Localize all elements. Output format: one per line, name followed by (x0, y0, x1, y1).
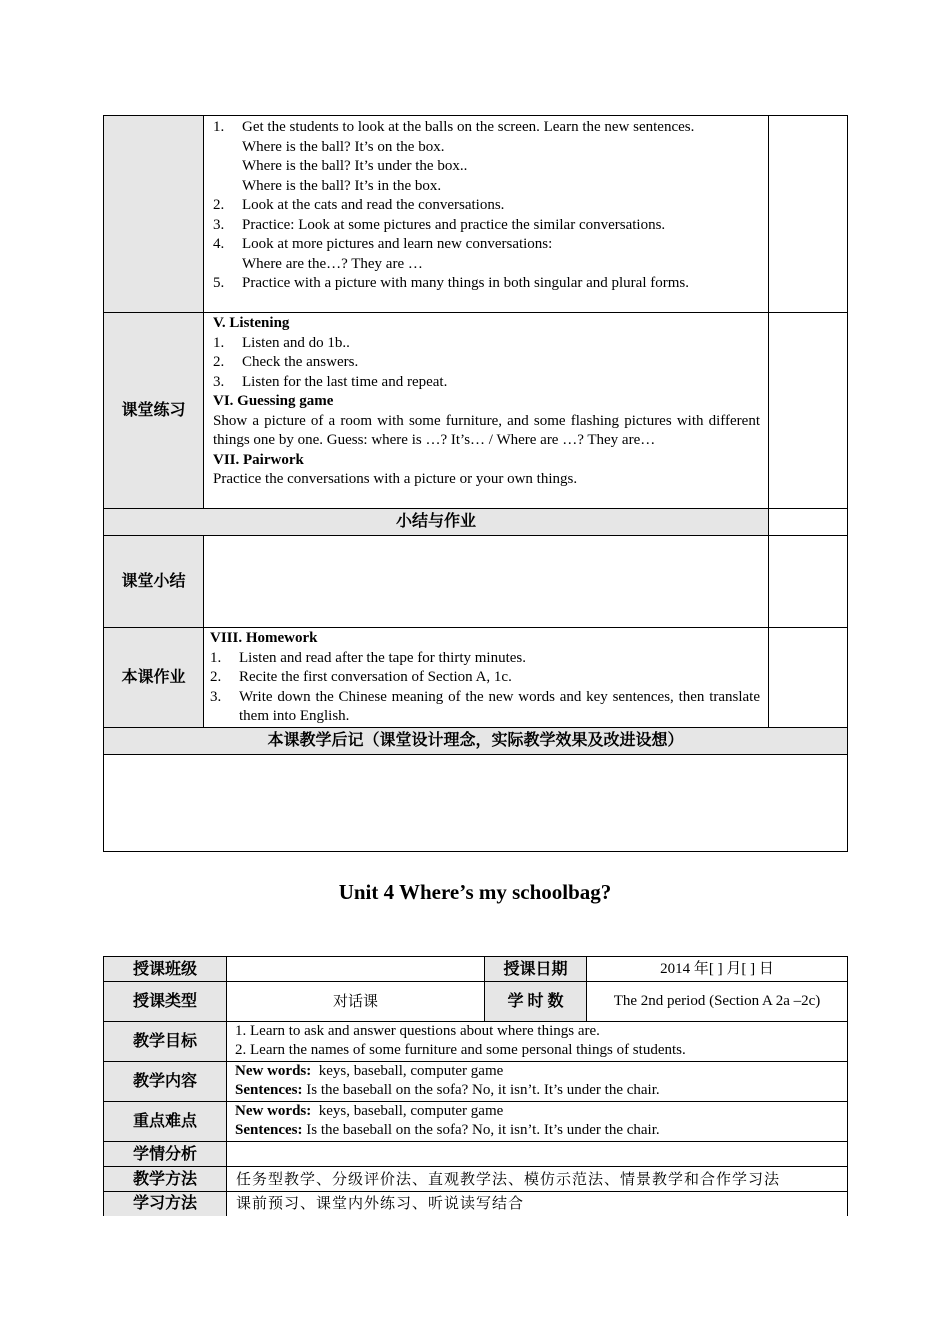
list-item-text: Recite the first conversation of Section A, 1c. (239, 669, 512, 685)
hours-label: 学 时 数 (485, 982, 587, 1022)
list-item (213, 235, 760, 255)
list-item-text: Listen and read after the tape for thirty minutes. (239, 649, 526, 666)
key-sent: Is the baseball on the sofa? No, it isn’t. It’s under the chair. (306, 1122, 660, 1138)
pairwork-heading: VII. Pairwork (213, 451, 304, 468)
note-cell (769, 536, 848, 628)
list-item (213, 373, 760, 393)
list-item (210, 688, 760, 727)
table-row (104, 1142, 848, 1167)
goal-label: 教学目标 (104, 1022, 227, 1062)
practice-label: 课堂练习 (104, 313, 204, 509)
hours-value: The 2nd period (Section A 2a –2c) (587, 982, 848, 1022)
list-item-number: 1. (210, 649, 222, 666)
summary-cell (204, 536, 769, 628)
list-item-number: 1. (213, 334, 225, 351)
reflection-band: 本课教学后记（课堂设计理念，实际教学效果及改进设想） (104, 727, 848, 754)
list-item (213, 274, 760, 294)
list-item-text: Write down the Chinese meaning of the new words and key sentences, then translate them into English. (239, 688, 760, 724)
list-item-subline: Where is the ball? It’s in the box. (242, 177, 442, 194)
reflection-cell (104, 754, 848, 851)
list-item-number: 2. (210, 669, 222, 685)
list-item-subline: Where is the ball? It’s under the box.. (242, 158, 468, 174)
practice-cell (204, 313, 769, 509)
list-item (210, 649, 760, 669)
lesson-plan-table-1 (103, 115, 848, 852)
content-words: keys, baseball, computer game (318, 1063, 504, 1079)
learn-label: 学习方法 (104, 1192, 227, 1216)
list-item (213, 118, 760, 138)
procedure-list (213, 118, 760, 294)
key-label: 重点难点 (104, 1102, 227, 1142)
table-row (104, 628, 848, 728)
note-cell (769, 509, 848, 536)
type-label: 授课类型 (104, 982, 227, 1022)
analysis-label: 学情分析 (104, 1142, 227, 1167)
list-item-number: 5. (213, 275, 225, 291)
content-words-label: New words: (235, 1063, 312, 1079)
list-item-subline: Where are the…? They are … (242, 255, 423, 272)
guessing-heading: VI. Guessing game (213, 393, 334, 409)
list-item (213, 216, 760, 236)
table-row (104, 982, 848, 1022)
list-item (210, 668, 760, 688)
list-item-number: 1. (213, 119, 225, 135)
list-item-text: Listen and do 1b.. (242, 334, 350, 351)
pairwork-text: Practice the conversations with a picture or your own things. (213, 471, 578, 487)
note-cell (769, 313, 848, 509)
table-row (104, 957, 848, 982)
table-row (104, 1167, 848, 1192)
content-sent: Is the baseball on the sofa? No, it isn’t. It’s under the chair. (306, 1082, 660, 1098)
table-row (104, 536, 848, 628)
content-cell (227, 1062, 848, 1102)
key-words-label: New words: (235, 1103, 312, 1119)
lesson-plan-table-2 (103, 956, 848, 1216)
list-item (213, 138, 760, 158)
list-item-text: Practice: Look at some pictures and practice the similar conversations. (242, 216, 666, 233)
list-item-number: 4. (213, 236, 225, 252)
list-item (213, 177, 760, 197)
homework-list (210, 649, 760, 727)
analysis-value (227, 1142, 848, 1167)
date-label: 授课日期 (485, 957, 587, 982)
listening-list (213, 334, 760, 393)
class-label: 授课班级 (104, 957, 227, 982)
list-item-text: Look at more pictures and learn new conversations: (242, 236, 553, 252)
listening-heading: V. Listening (213, 315, 290, 331)
list-item-number: 3. (213, 216, 225, 233)
list-item-text: Check the answers. (242, 354, 359, 370)
list-item (213, 353, 760, 373)
list-item-number: 2. (213, 354, 225, 370)
list-item (213, 255, 760, 275)
unit-title: Unit 4 Where’s my schoolbag? (338, 880, 612, 904)
list-item (213, 196, 760, 216)
table-row (104, 1022, 848, 1062)
guessing-text: Show a picture of a room with some furniture, and some flashing pictures with different things one by one. Guess: where is …? It’s… / Where are …? They are… (213, 412, 760, 448)
homework-heading: VIII. Homework (210, 630, 318, 646)
row-label-empty (104, 116, 204, 313)
note-cell (769, 628, 848, 728)
note-cell (769, 116, 848, 313)
list-item (213, 157, 760, 177)
goal-line-2: 2. Learn the names of some furniture and some personal things of students. (235, 1042, 686, 1058)
list-item-number: 3. (213, 373, 225, 390)
list-item-text: Listen for the last time and repeat. (242, 373, 448, 390)
class-value (227, 957, 485, 982)
learn-value: 课前预习、课堂内外练习、听说读写结合 (227, 1192, 848, 1216)
table-row (104, 1102, 848, 1142)
list-item-number: 3. (210, 688, 222, 705)
key-sent-label: Sentences: (235, 1122, 303, 1138)
list-item-subline: Where is the ball? It’s on the box. (242, 138, 445, 155)
list-item-number: 2. (213, 197, 225, 213)
list-item (213, 334, 760, 354)
date-value: 2014 年[ ] 月[ ] 日 (587, 957, 848, 982)
method-label: 教学方法 (104, 1167, 227, 1192)
table-row (104, 754, 848, 851)
goal-cell (227, 1022, 848, 1062)
table-row (104, 1062, 848, 1102)
table-row (104, 1192, 848, 1216)
table-row (104, 727, 848, 754)
list-item-text: Practice with a picture with many things in both singular and plural forms. (242, 275, 689, 291)
type-value: 对话课 (227, 982, 485, 1022)
goal-line-1: 1. Learn to ask and answer questions about where things are. (235, 1023, 600, 1039)
content-sent-label: Sentences: (235, 1082, 303, 1098)
key-words: keys, baseball, computer game (318, 1103, 504, 1119)
procedure-cell (204, 116, 769, 313)
method-value: 任务型教学、分级评价法、直观教学法、模仿示范法、情景教学和合作学习法 (227, 1167, 848, 1192)
summary-label: 课堂小结 (104, 536, 204, 628)
table-row (104, 313, 848, 509)
table-row (104, 509, 848, 536)
summary-band: 小结与作业 (104, 509, 769, 536)
list-item-text: Get the students to look at the balls on the screen. Learn the new sentences. (242, 119, 695, 135)
key-cell (227, 1102, 848, 1142)
content-label: 教学内容 (104, 1062, 227, 1102)
homework-cell (204, 628, 769, 728)
list-item-text: Look at the cats and read the conversations. (242, 197, 505, 213)
homework-label: 本课作业 (104, 628, 204, 728)
table-row (104, 116, 848, 313)
